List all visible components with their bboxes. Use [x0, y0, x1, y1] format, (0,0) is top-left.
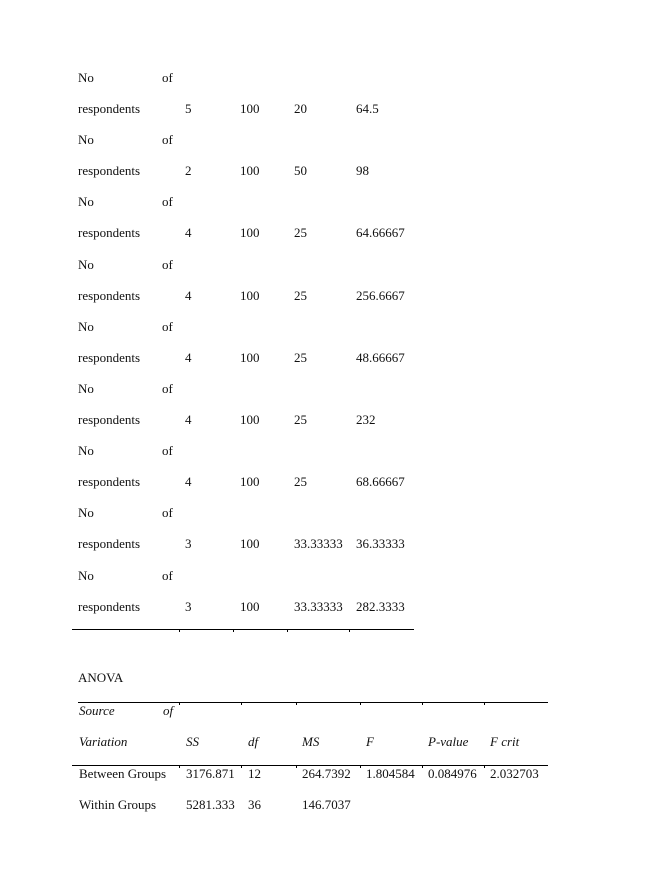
- row-label-no: No: [78, 194, 94, 210]
- row-label-respondents: respondents: [78, 287, 141, 303]
- anova-row-between-ms: 264.7392: [302, 766, 351, 781]
- row-variance: 64.66667: [356, 225, 405, 241]
- row-sum: 100: [240, 101, 260, 117]
- anova-rule-tick: [241, 765, 242, 768]
- anova-rule-tick: [296, 765, 297, 768]
- row-average: 25: [294, 287, 307, 303]
- anova-row-between-f-crit: 2.032703: [490, 766, 539, 781]
- anova-row-within-df: 36: [248, 797, 261, 812]
- row-sum: 100: [240, 349, 260, 365]
- summary-rule-tick: [287, 629, 288, 632]
- row-variance: 48.66667: [356, 349, 405, 365]
- anova-header-source-of: of: [163, 703, 174, 718]
- row-count: 2: [185, 163, 192, 179]
- row-average: 50: [294, 163, 307, 179]
- summary-row-label: [72, 373, 414, 404]
- row-count: 4: [185, 287, 192, 303]
- summary-rows: [72, 62, 414, 622]
- summary-row: [72, 217, 414, 248]
- row-sum: 100: [240, 598, 260, 614]
- row-count: 5: [185, 101, 192, 117]
- row-label-no: No: [78, 505, 94, 521]
- row-label-no: No: [78, 256, 94, 272]
- row-label-of: of: [162, 505, 173, 521]
- summary-row-label: [72, 249, 414, 280]
- row-variance: 68.66667: [356, 474, 405, 490]
- row-label-of: of: [162, 380, 173, 396]
- row-average: 25: [294, 225, 307, 241]
- anova-title: ANOVA: [78, 670, 124, 685]
- summary-row: [72, 404, 414, 435]
- row-count: 3: [185, 598, 192, 614]
- anova-rule-tick: [484, 702, 485, 705]
- row-sum: 100: [240, 474, 260, 490]
- row-average: 25: [294, 412, 307, 428]
- row-label-of: of: [162, 70, 173, 85]
- row-count: 4: [185, 349, 192, 365]
- row-sum: 100: [240, 536, 260, 552]
- row-count: 3: [185, 536, 192, 552]
- row-average: 25: [294, 349, 307, 365]
- summary-row-label: [72, 311, 414, 342]
- row-label-of: of: [162, 318, 173, 334]
- row-label-no: No: [78, 567, 94, 583]
- anova-row-between-f: 1.804584: [366, 766, 415, 781]
- row-label-no: No: [78, 443, 94, 459]
- row-variance: 98: [356, 163, 369, 179]
- summary-row-label: [72, 435, 414, 466]
- anova-top-rule: [78, 702, 548, 703]
- anova-row-between-ss: 3176.871: [186, 766, 235, 781]
- anova-rule-tick: [422, 702, 423, 705]
- anova-header-ss: SS: [186, 734, 199, 749]
- summary-row: [72, 528, 414, 559]
- summary-row: [72, 280, 414, 311]
- row-variance: 232: [356, 412, 376, 428]
- anova-header-source: Source: [79, 703, 115, 718]
- summary-row-label: [72, 124, 414, 155]
- row-label-respondents: respondents: [78, 163, 141, 179]
- row-label-of: of: [162, 132, 173, 148]
- anova-row-between-df: 12: [248, 766, 261, 781]
- anova-rule-tick: [179, 702, 180, 705]
- row-sum: 100: [240, 287, 260, 303]
- summary-rule-tick: [349, 629, 350, 632]
- row-label-no: No: [78, 318, 94, 334]
- row-variance: 282.3333: [356, 598, 405, 614]
- row-label-no: No: [78, 132, 94, 148]
- row-label-of: of: [162, 567, 173, 583]
- anova-header-p-value: P-value: [428, 734, 469, 749]
- row-label-of: of: [162, 194, 173, 210]
- summary-table: [72, 62, 414, 622]
- row-label-of: of: [162, 443, 173, 459]
- anova-header-variation: Variation: [79, 734, 128, 749]
- anova-header-ms: MS: [302, 734, 320, 749]
- anova-row-between-p-value: 0.084976: [428, 766, 477, 781]
- row-label-no: No: [78, 380, 94, 396]
- summary-row: [72, 155, 414, 186]
- anova-rule-tick: [422, 765, 423, 768]
- anova-rule-tick: [360, 765, 361, 768]
- anova-rule-tick: [360, 702, 361, 705]
- row-label-no: No: [78, 70, 94, 85]
- summary-row-label: [72, 186, 414, 217]
- row-sum: 100: [240, 412, 260, 428]
- row-label-of: of: [162, 256, 173, 272]
- summary-row: [72, 93, 414, 124]
- row-average: 33.33333: [294, 536, 343, 552]
- anova-rule-tick: [296, 702, 297, 705]
- row-label-respondents: respondents: [78, 536, 141, 552]
- summary-table-bottom-rule: [72, 629, 414, 630]
- row-label-respondents: respondents: [78, 474, 141, 490]
- summary-row-label: [72, 560, 414, 591]
- row-sum: 100: [240, 163, 260, 179]
- row-label-respondents: respondents: [78, 412, 141, 428]
- row-average: 25: [294, 474, 307, 490]
- row-average: 33.33333: [294, 598, 343, 614]
- anova-header-df: df: [248, 734, 259, 749]
- row-label-respondents: respondents: [78, 349, 141, 365]
- anova-header-f: F: [366, 734, 374, 749]
- summary-rule-tick: [179, 629, 180, 632]
- anova-row-between-source: Between Groups: [79, 766, 167, 781]
- row-variance: 64.5: [356, 101, 379, 117]
- anova-rule-tick: [241, 702, 242, 705]
- row-count: 4: [185, 225, 192, 241]
- anova-header-f-crit: F crit: [490, 734, 520, 749]
- row-count: 4: [185, 412, 192, 428]
- anova-row-within-ms: 146.7037: [302, 797, 351, 812]
- summary-row: [72, 466, 414, 497]
- row-label-respondents: respondents: [78, 101, 141, 117]
- row-variance: 36.33333: [356, 536, 405, 552]
- anova-rule-tick: [179, 765, 180, 768]
- anova-row-within-ss: 5281.333: [186, 797, 235, 812]
- row-average: 20: [294, 101, 307, 117]
- row-label-respondents: respondents: [78, 598, 141, 614]
- summary-rule-tick: [233, 629, 234, 632]
- row-variance: 256.6667: [356, 287, 405, 303]
- anova-row-within-source: Within Groups: [79, 797, 157, 812]
- summary-row: [72, 591, 414, 622]
- row-sum: 100: [240, 225, 260, 241]
- summary-row-label: [72, 62, 414, 93]
- anova-rule-tick: [484, 765, 485, 768]
- row-label-respondents: respondents: [78, 225, 141, 241]
- summary-row: [72, 342, 414, 373]
- summary-row-label: [72, 497, 414, 528]
- row-count: 4: [185, 474, 192, 490]
